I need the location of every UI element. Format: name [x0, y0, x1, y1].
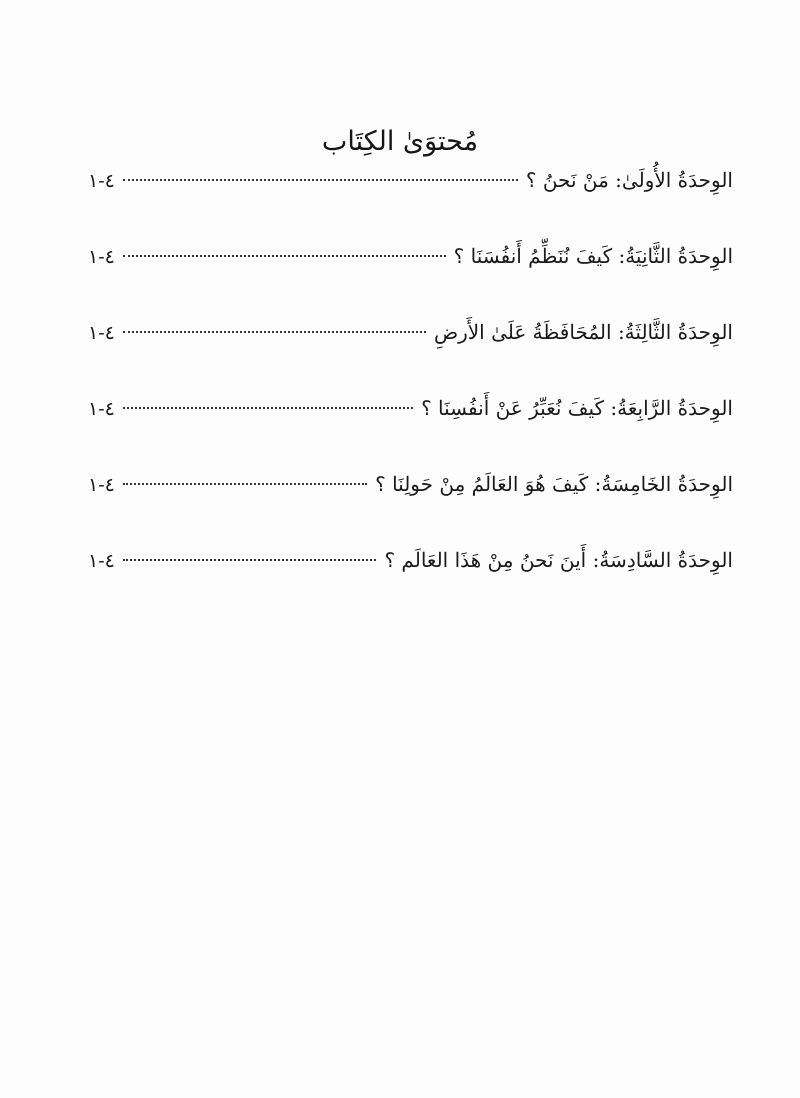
toc-entry-pages: ٤-١ [88, 474, 115, 496]
toc-entry-label: الوِحدَةُ الثَّالِثَةُ: المُحَافَظَةُ عَلَىٰ الأَرضِ [433, 320, 733, 344]
toc-entry-unit-1 [88, 160, 733, 200]
toc-entry-label: الوِحدَةُ الرَّابِعَةُ: كَيفَ نُعَبِّرُ عَنْ أَنفُسِنَا ؟ [421, 396, 733, 420]
toc-entry-pages: ٤-١ [88, 550, 115, 572]
dot-leader [123, 483, 367, 485]
toc-entry-pages: ٤-١ [88, 246, 115, 268]
toc-entry-pages: ٤-١ [88, 398, 115, 420]
page-title: مُحتوَىٰ الكِتَاب [321, 126, 479, 157]
dot-leader [123, 255, 446, 257]
dot-leader [123, 407, 413, 409]
toc-entry-label: الوِحدَةُ الثَّانِيَةُ: كَيفَ نُنَظِّمُ أَنفُسَنَا ؟ [453, 244, 733, 268]
toc-entry-label: الوِحدَةُ الأُولَىٰ: مَنْ نَحنُ ؟ [525, 168, 733, 192]
toc-entry-pages: ٤-١ [88, 322, 115, 344]
toc-entry-unit-3 [88, 312, 733, 352]
toc-entry-unit-4 [88, 388, 733, 428]
toc-entry-unit-5 [88, 464, 733, 504]
toc-entry-unit-2 [88, 236, 733, 276]
toc-entry-pages: ٤-١ [88, 170, 115, 192]
toc-entry-unit-6 [88, 540, 733, 580]
dot-leader [123, 179, 518, 181]
dot-leader [123, 559, 377, 561]
dot-leader [123, 331, 426, 333]
toc-entry-label: الوِحدَةُ الخَامِسَةُ: كَيفَ هُوَ العَالَمُ مِنْ حَولِنَا ؟ [375, 472, 733, 496]
toc-entry-label: الوِحدَةُ السَّادِسَةُ: أَينَ نَحنُ مِنْ هَذَا العَالَم ؟ [384, 548, 733, 572]
table-of-contents [88, 160, 733, 616]
